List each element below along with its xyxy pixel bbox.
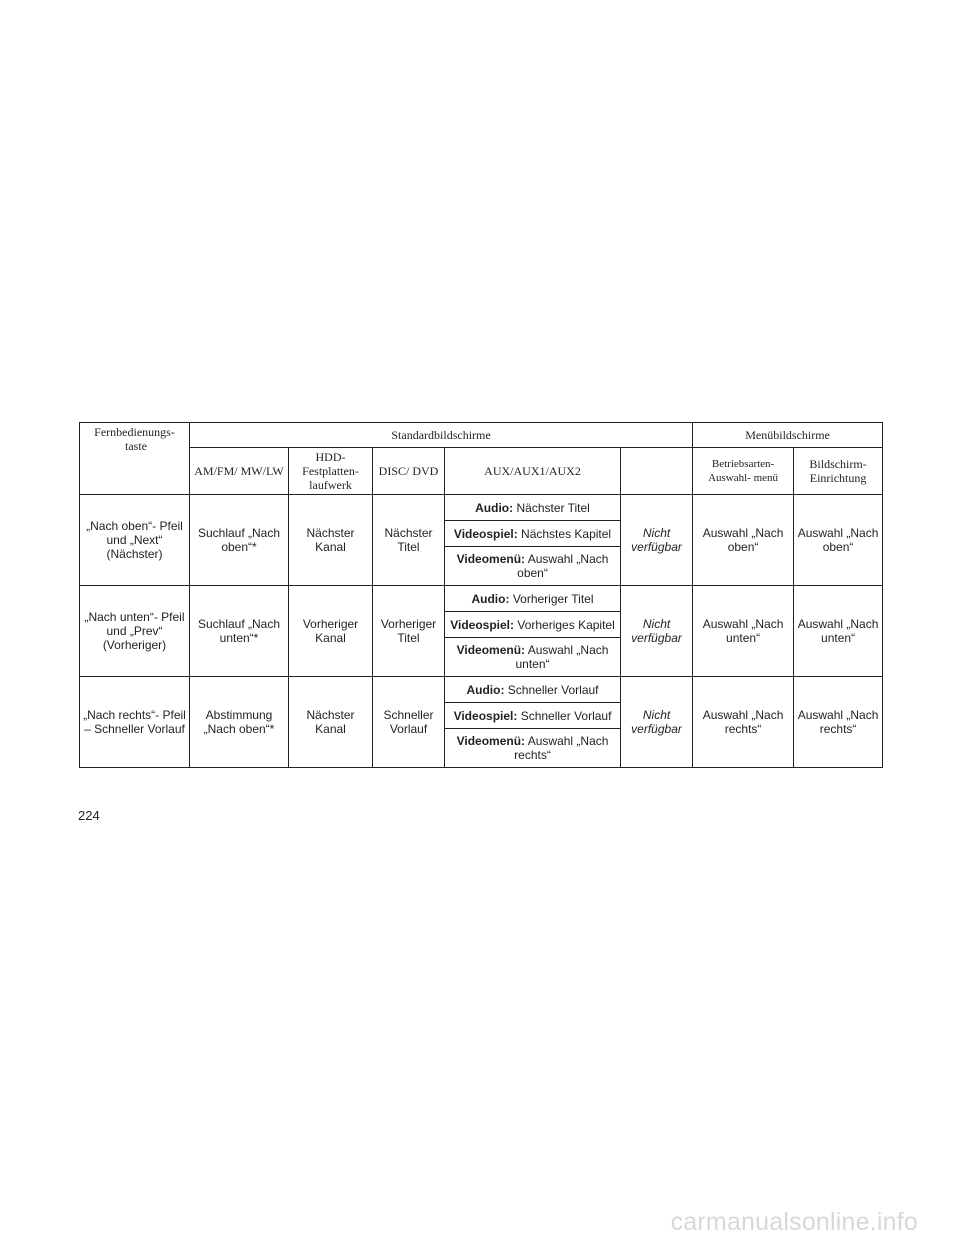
cell-aux-videogame [445,521,621,547]
cell-not-available: Nicht verfügbar [621,586,693,677]
aux-value: Vorheriges Kapitel [517,617,615,632]
cell-mode-menu: Auswahl „Nach unten“ [693,586,794,677]
cell-disc: Schneller Vorlauf [373,677,445,768]
cell-hdd: Vorheriger Kanal [289,586,373,677]
header-standard-screens: Standardbildschirme [190,423,693,448]
table-row [80,586,883,612]
cell-hdd: Nächster Kanal [289,495,373,586]
aux-value: Nächster Titel [516,500,590,515]
aux-label: Audio: [466,682,505,697]
cell-disc: Vorheriger Titel [373,586,445,677]
header-mode-menu: Betriebsarten- Auswahl- menü [693,448,794,495]
cell-aux-videomenu [445,638,621,677]
cell-amfm: Suchlauf „Nach unten“* [190,586,289,677]
cell-aux-videomenu [445,729,621,768]
remote-key-up: „Nach oben“- Pfeil und „Next“ (Nächster) [80,495,190,586]
cell-aux-videogame [445,703,621,729]
cell-not-available: Nicht verfügbar [621,677,693,768]
header-amfm: AM/FM/ MW/LW [190,448,289,495]
header-aux: AUX/AUX1/AUX2 [445,448,621,495]
table-row [80,677,883,703]
cell-disc: Nächster Titel [373,495,445,586]
table-row [80,495,883,521]
aux-label: Audio: [471,591,510,606]
header-menu-screens: Menübildschirme [693,423,883,448]
remote-key-down: „Nach unten“- Pfeil und „Prev“ (Vorheriger) [80,586,190,677]
aux-label: Videomenü: [456,643,526,657]
aux-value: Auswahl „Nach unten“ [515,643,609,671]
header-remote-key: Fernbedienungs- taste [80,423,190,495]
cell-screen-setup: Auswahl „Nach rechts“ [794,677,883,768]
aux-label: Videospiel: [453,526,518,541]
cell-not-available: Nicht verfügbar [621,495,693,586]
aux-value: Auswahl „Nach rechts“ [514,734,609,762]
cell-mode-menu: Auswahl „Nach oben“ [693,495,794,586]
aux-value: Auswahl „Nach oben“ [517,552,609,580]
page-number: 224 [78,808,100,823]
header-empty [621,448,693,495]
header-disc: DISC/ DVD [373,448,445,495]
aux-label: Audio: [475,500,514,515]
cell-aux-audio [445,677,621,703]
cell-amfm: Abstimmung „Nach oben“* [190,677,289,768]
cell-screen-setup: Auswahl „Nach unten“ [794,586,883,677]
cell-amfm: Suchlauf „Nach oben“* [190,495,289,586]
header-screen-setup: Bildschirm- Einrichtung [794,448,883,495]
header-hdd: HDD- Festplatten- laufwerk [289,448,373,495]
watermark: carmanualsonline.info [670,1208,918,1236]
cell-hdd: Nächster Kanal [289,677,373,768]
cell-aux-videomenu [445,547,621,586]
aux-value: Vorheriger Titel [512,591,594,606]
aux-label: Videospiel: [450,617,515,632]
cell-mode-menu: Auswahl „Nach rechts“ [693,677,794,768]
cell-screen-setup: Auswahl „Nach oben“ [794,495,883,586]
cell-aux-videogame [445,612,621,638]
remote-control-table [79,422,883,768]
aux-value: Nächstes Kapitel [521,526,612,541]
aux-label: Videomenü: [456,552,526,566]
aux-value: Schneller Vorlauf [520,708,612,723]
aux-label: Videomenü: [456,734,526,748]
cell-aux-audio [445,495,621,521]
aux-value: Schneller Vorlauf [507,682,599,697]
aux-label: Videospiel: [453,708,518,723]
cell-aux-audio [445,586,621,612]
remote-key-right: „Nach rechts“- Pfeil – Schneller Vorlauf [80,677,190,768]
